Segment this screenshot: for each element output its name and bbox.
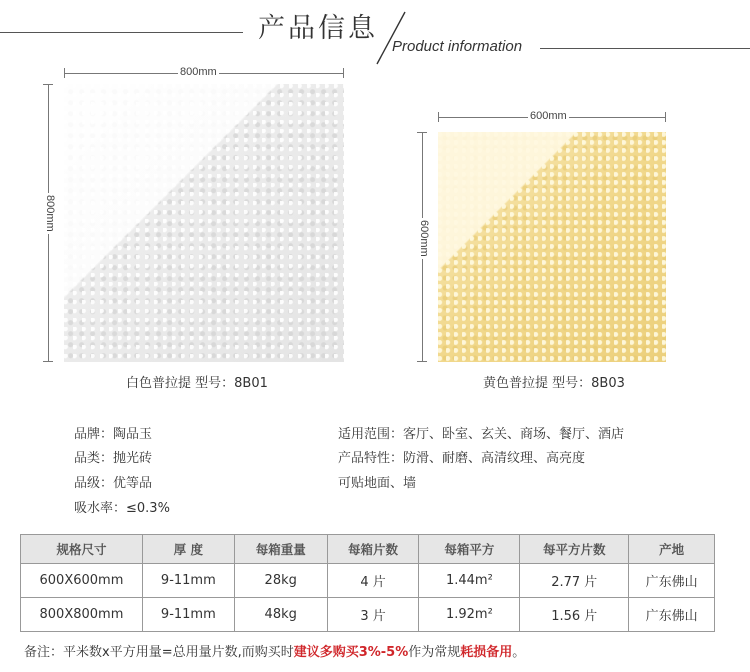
table-cell: 1.56 片 <box>520 598 629 632</box>
note-highlight-purchase: 建议多购买3%-5% <box>293 645 409 660</box>
table-cell: 600X600mm <box>21 564 143 598</box>
header-rule-left <box>0 32 243 33</box>
table-header-row <box>21 535 715 564</box>
spec-grade: 品级：优等品 <box>74 476 153 491</box>
table-row <box>21 564 715 598</box>
tile-width-label: 800mm <box>180 66 217 78</box>
table-cell: 1.92m² <box>419 598 520 632</box>
table-cell: 4 片 <box>327 564 419 598</box>
note-middle: 作为常规 <box>408 645 461 660</box>
tile-height-label: 600mm <box>418 220 430 257</box>
spec-water-absorption: 吸水率：≤0.3% <box>74 501 170 516</box>
column-header: 每箱重量 <box>234 535 327 564</box>
note-highlight-spare: 耗损备用 <box>460 645 513 660</box>
spec-brand: 品牌：陶品玉 <box>74 427 153 442</box>
footnote <box>24 641 525 660</box>
spec-installation: 可贴地面、墙 <box>338 476 417 491</box>
column-header: 厚 度 <box>142 535 234 564</box>
table-cell: 2.77 片 <box>520 564 629 598</box>
table-cell: 3 片 <box>327 598 419 632</box>
table-cell: 9-11mm <box>142 598 234 632</box>
table-cell: 48kg <box>234 598 327 632</box>
column-header: 每箱片数 <box>327 535 419 564</box>
tile-height-label: 800mm <box>44 195 56 232</box>
table-cell: 广东佛山 <box>629 598 715 632</box>
header-rule-right <box>540 48 750 49</box>
spec-category: 品类：抛光砖 <box>74 451 153 466</box>
white-tile-image <box>64 84 344 362</box>
column-header: 每箱平方 <box>419 535 520 564</box>
table-cell: 9-11mm <box>142 564 234 598</box>
yellow-tile-image <box>438 132 666 362</box>
table-row <box>21 598 715 632</box>
table-cell: 1.44m² <box>419 564 520 598</box>
spec-features: 产品特性：防滑、耐磨、高清纹理、高亮度 <box>338 451 586 466</box>
note-suffix: 。 <box>512 645 526 660</box>
column-header: 每平方片数 <box>520 535 629 564</box>
tile-gloss <box>64 84 344 362</box>
table-cell: 广东佛山 <box>629 564 715 598</box>
table-cell: 28kg <box>234 564 327 598</box>
spec-application: 适用范围：客厅、卧室、玄关、商场、餐厅、酒店 <box>338 427 625 442</box>
page-title: 产品信息 <box>258 13 378 44</box>
table-cell: 800X800mm <box>21 598 143 632</box>
column-header: 产地 <box>629 535 715 564</box>
page-subtitle: Product information <box>392 38 523 55</box>
column-header: 规格尺寸 <box>21 535 143 564</box>
tile-width-label: 600mm <box>530 110 567 122</box>
tile-gloss <box>438 132 666 362</box>
note-prefix: 备注：平米数x平方用量=总用量片数,而购买时 <box>24 645 294 660</box>
tile-caption: 白色普拉提 型号：8B01 <box>126 376 268 391</box>
tile-caption: 黄色普拉提 型号：8B03 <box>483 376 625 391</box>
spec-table <box>20 534 715 632</box>
